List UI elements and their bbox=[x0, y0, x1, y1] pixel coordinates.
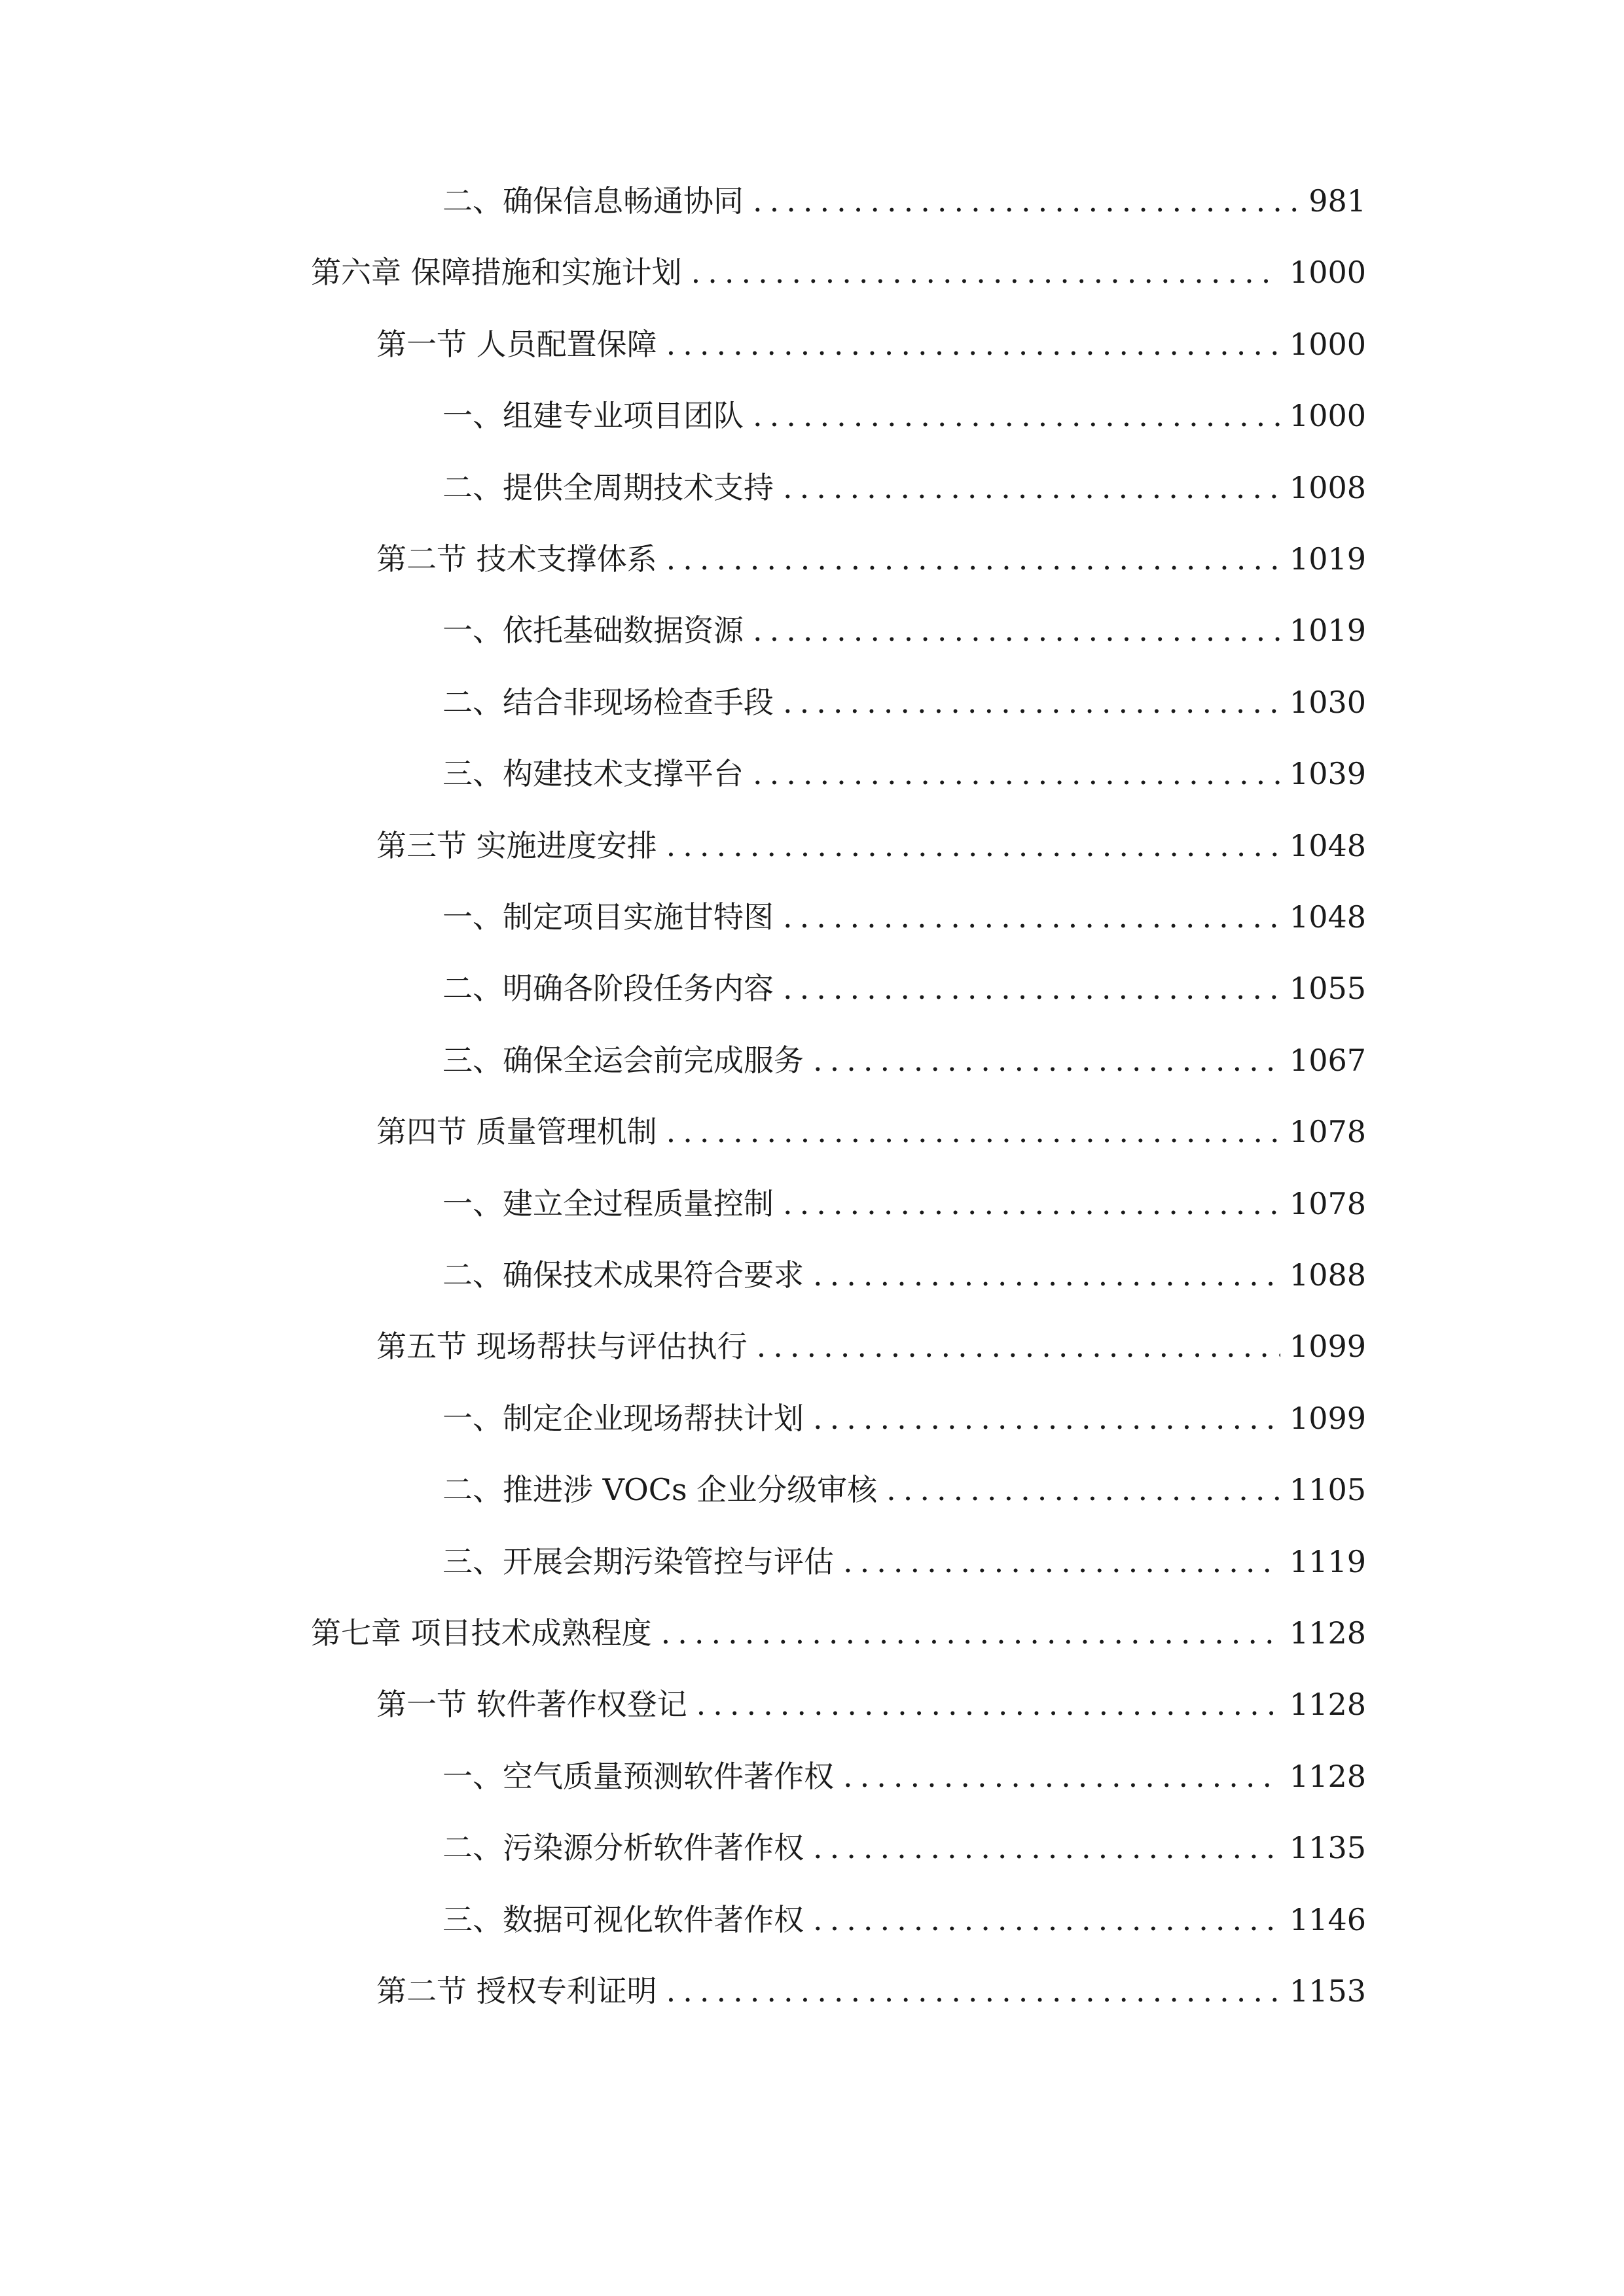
toc-entry-title: 数据可视化软件著作权 bbox=[503, 1902, 804, 1937]
toc-entry-title: 确保全运会前完成服务 bbox=[503, 1043, 804, 1078]
toc-dot-leader bbox=[813, 1821, 1280, 1874]
toc-entry-page-number: 1019 bbox=[1289, 541, 1366, 577]
toc-entry-page-number: 1135 bbox=[1289, 1830, 1366, 1865]
toc-dot-leader bbox=[696, 1678, 1280, 1731]
toc-entry-page-number: 1008 bbox=[1289, 470, 1366, 505]
toc-entry[interactable] bbox=[0, 1034, 1624, 1086]
toc-entry-page-number: 1078 bbox=[1289, 1114, 1366, 1149]
toc-entry-number: 一、 bbox=[442, 613, 503, 648]
toc-entry[interactable] bbox=[0, 389, 1624, 442]
toc-entry-number: 三、 bbox=[442, 1544, 503, 1579]
toc-entry-page-number: 1000 bbox=[1289, 398, 1366, 433]
toc-entry-title: 建立全过程质量控制 bbox=[503, 1186, 774, 1221]
toc-dot-leader bbox=[813, 1392, 1280, 1444]
toc-entry-title: 第五节 现场帮扶与评估执行 bbox=[376, 1329, 748, 1364]
toc-entry[interactable] bbox=[0, 962, 1624, 1014]
toc-entry-title: 第一节 软件著作权登记 bbox=[376, 1687, 687, 1722]
toc-entry-title: 第一节 人员配置保障 bbox=[376, 327, 657, 362]
toc-entry[interactable] bbox=[0, 1463, 1624, 1516]
toc-entry-number: 二、 bbox=[442, 183, 503, 219]
toc-entry-page-number: 1067 bbox=[1289, 1043, 1366, 1078]
toc-entry-title: 第二节 授权专利证明 bbox=[376, 1973, 657, 2009]
toc-entry-page-number: 1153 bbox=[1289, 1973, 1366, 2009]
toc-entry-number: 一、 bbox=[442, 1759, 503, 1794]
toc-entry[interactable] bbox=[0, 1392, 1624, 1444]
toc-dot-leader bbox=[691, 246, 1280, 298]
toc-entry-number: 二、 bbox=[442, 1830, 503, 1865]
toc-entry[interactable] bbox=[0, 246, 1624, 298]
toc-entry-title: 推进涉 VOCs 企业分级审核 bbox=[503, 1472, 878, 1507]
toc-entry-number: 二、 bbox=[442, 971, 503, 1006]
toc-entry-page-number: 1105 bbox=[1289, 1472, 1366, 1507]
toc-entry[interactable] bbox=[0, 533, 1624, 585]
toc-dot-leader bbox=[843, 1750, 1280, 1803]
toc-dot-leader bbox=[753, 604, 1280, 656]
toc-entry-number: 一、 bbox=[442, 1186, 503, 1221]
toc-entry-title: 依托基础数据资源 bbox=[503, 613, 744, 648]
toc-entry-page-number: 1030 bbox=[1289, 685, 1366, 720]
toc-dot-leader bbox=[783, 1177, 1280, 1230]
toc-dot-leader bbox=[783, 891, 1280, 943]
toc-entry-page-number: 1048 bbox=[1289, 899, 1366, 935]
toc-entry[interactable] bbox=[0, 1893, 1624, 1946]
toc-dot-leader bbox=[753, 389, 1280, 442]
toc-entry[interactable] bbox=[0, 461, 1624, 514]
toc-entry-number: 三、 bbox=[442, 756, 503, 791]
toc-entry-number: 二、 bbox=[442, 470, 503, 505]
toc-entry-page-number: 1099 bbox=[1289, 1401, 1366, 1436]
toc-entry-number: 二、 bbox=[442, 685, 503, 720]
toc-dot-leader bbox=[753, 175, 1299, 227]
toc-entry-page-number: 1019 bbox=[1289, 613, 1366, 648]
toc-entry-page-number: 1000 bbox=[1289, 327, 1366, 362]
toc-entry-page-number: 1000 bbox=[1289, 255, 1366, 290]
toc-entry[interactable] bbox=[0, 747, 1624, 800]
toc-dot-leader bbox=[661, 1607, 1280, 1659]
toc-dot-leader bbox=[666, 1105, 1280, 1158]
toc-dot-leader bbox=[813, 1034, 1280, 1086]
toc-entry[interactable] bbox=[0, 1177, 1624, 1230]
toc-dot-leader bbox=[666, 533, 1280, 585]
toc-entry-page-number: 1055 bbox=[1289, 971, 1366, 1006]
toc-entry-title: 空气质量预测软件著作权 bbox=[503, 1759, 834, 1794]
toc-dot-leader bbox=[757, 1320, 1280, 1372]
toc-entry[interactable] bbox=[0, 676, 1624, 728]
toc-entry[interactable] bbox=[0, 1965, 1624, 2017]
toc-entry-title: 第四节 质量管理机制 bbox=[376, 1114, 657, 1149]
toc-entry-page-number: 1128 bbox=[1289, 1759, 1366, 1794]
toc-entry[interactable] bbox=[0, 891, 1624, 943]
toc-entry[interactable] bbox=[0, 1535, 1624, 1588]
toc-entry-title: 明确各阶段任务内容 bbox=[503, 971, 774, 1006]
toc-entry-title: 提供全周期技术支持 bbox=[503, 470, 774, 505]
toc-entry-page-number: 1146 bbox=[1289, 1902, 1366, 1937]
toc-entry[interactable] bbox=[0, 1821, 1624, 1874]
toc-entry-number: 一、 bbox=[442, 899, 503, 935]
toc-entry-number: 一、 bbox=[442, 1401, 503, 1436]
toc-entry-title: 构建技术支撑平台 bbox=[503, 756, 744, 791]
toc-entry-page-number: 1128 bbox=[1289, 1687, 1366, 1722]
toc-entry-page-number: 1078 bbox=[1289, 1186, 1366, 1221]
toc-entry[interactable] bbox=[0, 1607, 1624, 1659]
toc-entry-number: 三、 bbox=[442, 1043, 503, 1078]
toc-dot-leader bbox=[813, 1893, 1280, 1946]
toc-dot-leader bbox=[666, 318, 1280, 370]
toc-entry[interactable] bbox=[0, 1249, 1624, 1301]
toc-entry-title: 开展会期污染管控与评估 bbox=[503, 1544, 834, 1579]
toc-dot-leader bbox=[783, 962, 1280, 1014]
toc-entry-title: 制定项目实施甘特图 bbox=[503, 899, 774, 935]
toc-entry-page-number: 1048 bbox=[1289, 828, 1366, 863]
toc-dot-leader bbox=[753, 747, 1280, 800]
toc-entry-page-number: 1039 bbox=[1289, 756, 1366, 791]
toc-dot-leader bbox=[843, 1535, 1280, 1588]
toc-entry-page-number: 1119 bbox=[1289, 1544, 1366, 1579]
toc-entry[interactable] bbox=[0, 175, 1624, 227]
toc-entry-title: 制定企业现场帮扶计划 bbox=[503, 1401, 804, 1436]
toc-dot-leader bbox=[886, 1463, 1280, 1516]
toc-entry-number: 二、 bbox=[442, 1472, 503, 1507]
toc-entry-number: 二、 bbox=[442, 1257, 503, 1293]
toc-entry[interactable] bbox=[0, 604, 1624, 656]
toc-entry[interactable] bbox=[0, 1750, 1624, 1803]
toc-dot-leader bbox=[783, 461, 1280, 514]
toc-entry-title: 确保技术成果符合要求 bbox=[503, 1257, 804, 1293]
toc-entry-title: 确保信息畅通协同 bbox=[503, 183, 744, 219]
toc-dot-leader bbox=[666, 1965, 1280, 2017]
toc-entry[interactable] bbox=[0, 1678, 1624, 1731]
toc-entry-page-number: 1099 bbox=[1289, 1329, 1366, 1364]
toc-entry-number: 一、 bbox=[442, 398, 503, 433]
toc-entry[interactable] bbox=[0, 1320, 1624, 1372]
toc-entry-title: 结合非现场检查手段 bbox=[503, 685, 774, 720]
toc-entry-page-number: 1088 bbox=[1289, 1257, 1366, 1293]
toc-entry-title: 第六章 保障措施和实施计划 bbox=[311, 255, 682, 290]
toc-entry-title: 第二节 技术支撑体系 bbox=[376, 541, 657, 577]
toc-entry-page-number: 1128 bbox=[1289, 1615, 1366, 1651]
toc-dot-leader bbox=[813, 1249, 1280, 1301]
toc-entry[interactable] bbox=[0, 318, 1624, 370]
toc-entry[interactable] bbox=[0, 819, 1624, 872]
toc-entry-page-number: 981 bbox=[1308, 183, 1366, 219]
toc-entry-title: 组建专业项目团队 bbox=[503, 398, 744, 433]
toc-entry-title: 第七章 项目技术成熟程度 bbox=[311, 1615, 652, 1651]
toc-dot-leader bbox=[666, 819, 1280, 872]
toc-entry-number: 三、 bbox=[442, 1902, 503, 1937]
toc-entry-title: 第三节 实施进度安排 bbox=[376, 828, 657, 863]
toc-dot-leader bbox=[783, 676, 1280, 728]
toc-entry[interactable] bbox=[0, 1105, 1624, 1158]
toc-entry-title: 污染源分析软件著作权 bbox=[503, 1830, 804, 1865]
